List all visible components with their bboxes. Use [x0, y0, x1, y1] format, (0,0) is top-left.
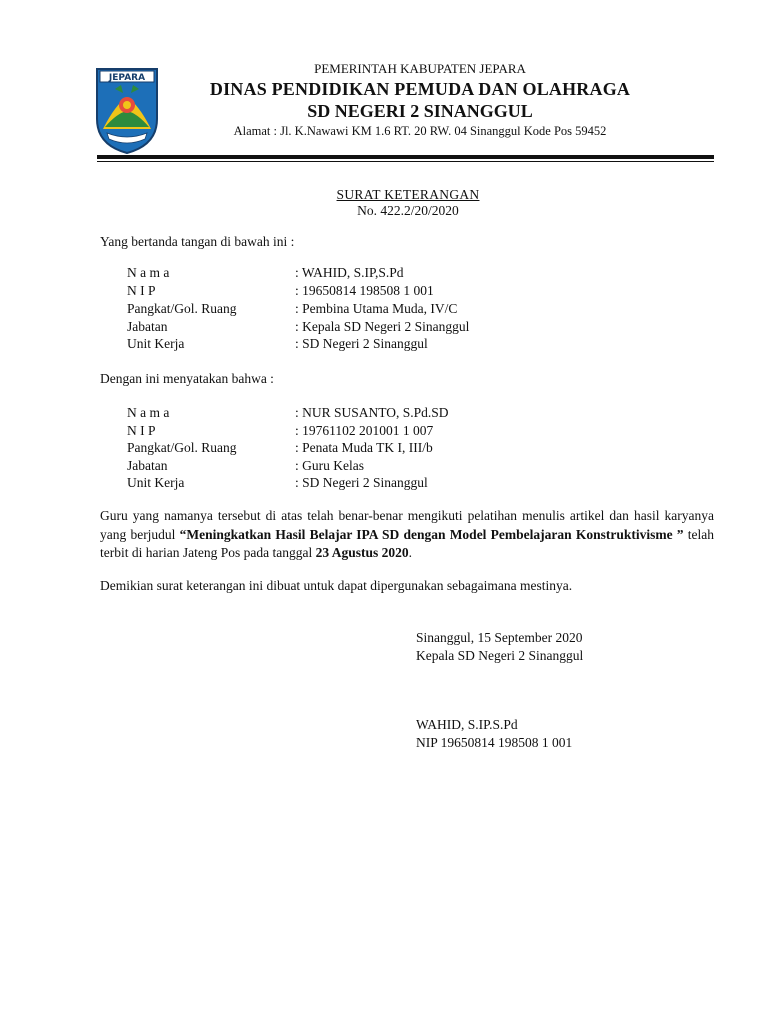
header-divider-thick	[97, 155, 714, 159]
field-value: : SD Negeri 2 Sinanggul	[295, 336, 428, 351]
closing-text: Demikian surat keterangan ini dibuat untuk dapat dipergunakan sebagaimana mestinya.	[100, 578, 573, 593]
signature-position: Kepala SD Negeri 2 Sinanggul	[416, 648, 584, 663]
field-label: N a m a	[127, 405, 170, 420]
government-name: PEMERINTAH KABUPATEN JEPARA	[314, 61, 526, 76]
field-label: N I P	[127, 423, 156, 438]
field-label: N a m a	[127, 265, 170, 280]
body-paragraph	[100, 507, 714, 563]
intro-text: Yang bertanda tangan di bawah ini :	[100, 234, 295, 249]
field-value: : Kepala SD Negeri 2 Sinanggul	[295, 319, 470, 334]
field-label: Unit Kerja	[127, 475, 185, 490]
article-title: “Meningkatkan Hasil Belajar IPA SD dengan Model Pembelajaran Konstruktivisme ”	[179, 526, 684, 542]
field-value: : Pembina Utama Muda, IV/C	[295, 301, 458, 316]
field-label: Jabatan	[127, 458, 168, 473]
letter-title: SURAT KETERANGAN	[336, 187, 480, 202]
field-value: : 19650814 198508 1 001	[295, 283, 434, 298]
body-text-part2: telah terbit di harian Jateng Pos pada tanggal	[100, 526, 714, 560]
jepara-crest-logo	[95, 67, 159, 155]
field-value: : NUR SUSANTO, S.Pd.SD	[295, 405, 449, 420]
field-value: : WAHID, S.IP,S.Pd	[295, 265, 404, 280]
field-value: : Guru Kelas	[295, 458, 364, 473]
field-label: N I P	[127, 283, 156, 298]
signature-nip: NIP 19650814 198508 1 001	[416, 735, 573, 750]
signature-place-date: Sinanggul, 15 September 2020	[416, 630, 583, 645]
field-label: Jabatan	[127, 319, 168, 334]
field-label: Unit Kerja	[127, 336, 185, 351]
field-value: : Penata Muda TK I, III/b	[295, 440, 433, 455]
school-address: Alamat : Jl. K.Nawawi KM 1.6 RT. 20 RW. 04 Sinanggul Kode Pos 59452	[233, 124, 607, 138]
body-text-part1: Guru yang namanya tersebut di atas telah benar-benar mengikuti pelatihan menulis artikel dan hasil karyanya yang berjudul	[100, 508, 714, 542]
body-text-part3: .	[408, 545, 412, 560]
statement-intro: Dengan ini menyatakan bahwa :	[100, 371, 274, 386]
field-value: : 19761102 201001 1 007	[295, 423, 434, 438]
letter-number: No. 422.2/20/2020	[357, 203, 459, 218]
publication-date: 23 Agustus 2020	[315, 545, 409, 560]
logo-lettering: JEPARA	[108, 73, 146, 83]
department-name: DINAS PENDIDIKAN PEMUDA DAN OLAHRAGA	[209, 79, 631, 99]
field-value: : SD Negeri 2 Sinanggul	[295, 475, 428, 490]
school-name: SD NEGERI 2 SINANGGUL	[307, 101, 533, 121]
signature-name: WAHID, S.IP.S.Pd	[416, 717, 518, 732]
field-label: Pangkat/Gol. Ruang	[127, 301, 237, 316]
field-label: Pangkat/Gol. Ruang	[127, 440, 237, 455]
header-divider-thin	[97, 161, 714, 162]
